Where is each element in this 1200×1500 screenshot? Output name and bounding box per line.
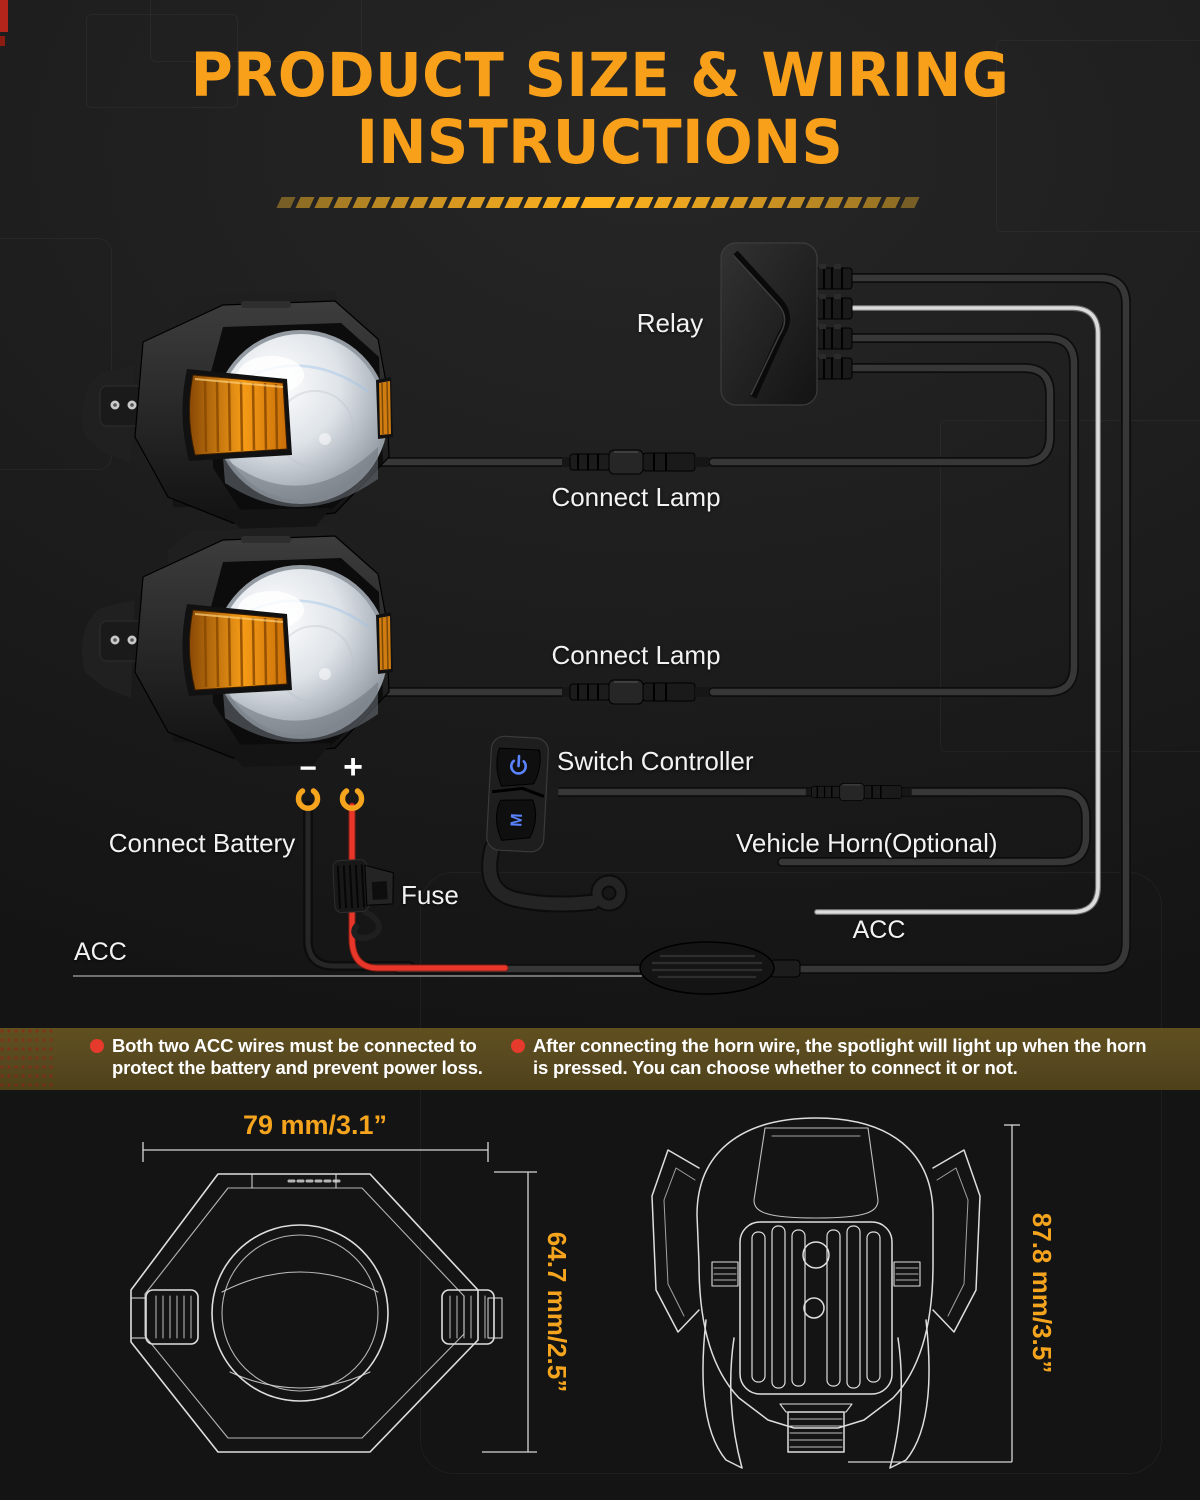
battery-positive-sign: + — [343, 748, 363, 786]
relay — [721, 243, 852, 405]
divider-dash — [881, 197, 900, 208]
fuse-label: Fuse — [401, 880, 459, 910]
divider-dash — [900, 197, 919, 208]
divider-dash — [542, 197, 561, 208]
page-title-line2: INSTRUCTIONS — [356, 107, 844, 178]
divider-dash — [843, 197, 862, 208]
spotlight-lamp-1 — [82, 291, 393, 532]
divider-dash — [409, 197, 428, 208]
divider-dash — [691, 197, 710, 208]
divider-dash — [767, 197, 786, 208]
divider-dash — [276, 197, 295, 208]
fuse-holder — [333, 858, 397, 940]
divider-dash — [710, 197, 729, 208]
switch-controller-label: Switch Controller — [557, 746, 754, 776]
bracket-ring — [596, 880, 621, 905]
lamp1-connector — [562, 450, 709, 474]
front-height-dimension: 64.7 mm/2.5” — [542, 1231, 572, 1393]
rear-height-dimension: 87.8 mm/3.5” — [1027, 1212, 1057, 1374]
divider-dash — [748, 197, 767, 208]
note-bullet-2 — [511, 1039, 525, 1053]
battery-negative-sign: − — [299, 752, 317, 785]
divider-dash — [729, 197, 748, 208]
divider-dash — [314, 197, 333, 208]
rear-view-drawing — [652, 1118, 980, 1468]
switch-wire-connector — [806, 783, 912, 800]
divider-dash — [862, 197, 881, 208]
relay-pins — [815, 264, 852, 379]
relay-label: Relay — [636, 308, 704, 338]
divider-dash — [672, 197, 691, 208]
acc-left-label: ACC — [74, 938, 127, 966]
divider-dash — [824, 197, 843, 208]
connect-lamp-label-bottom: Connect Lamp — [551, 640, 721, 670]
battery-terminals — [298, 791, 361, 808]
connect-battery-label: Connect Battery — [108, 828, 296, 858]
divider-dash — [653, 197, 672, 208]
inline-module — [640, 942, 800, 994]
acc-right-label: ACC — [852, 916, 906, 944]
divider-dash — [466, 197, 485, 208]
note-bullet-1 — [90, 1039, 104, 1053]
note-text-1: Both two ACC wires must be connected to protect the battery and prevent power loss. — [112, 1035, 483, 1078]
divider-stripes — [0, 197, 1200, 209]
divider-dash — [371, 197, 390, 208]
divider-dash — [580, 197, 615, 208]
front-view-drawing — [131, 1174, 502, 1452]
divider-dash — [805, 197, 824, 208]
divider-dash — [615, 197, 634, 208]
vehicle-horn-label: Vehicle Horn(Optional) — [736, 828, 998, 858]
note-text-2: After connecting the horn wire, the spotlight will light up when the horn is pressed. You can choose whether to connect it or not. — [533, 1035, 1147, 1078]
divider-dash — [333, 197, 352, 208]
divider-dash — [390, 197, 409, 208]
page-title — [36, 42, 1164, 176]
divider-dash — [786, 197, 805, 208]
front-width-dimension: 79 mm/3.1” — [242, 1110, 388, 1140]
divider-dash — [504, 197, 523, 208]
divider-dash — [295, 197, 314, 208]
mode-button-label: M — [508, 812, 527, 828]
divider-dash — [561, 197, 580, 208]
spotlight-lamp-2 — [82, 526, 393, 767]
lamp2-connector — [562, 680, 709, 704]
positive-ring-terminal — [343, 791, 362, 808]
rear-view-dimension-lines — [848, 1125, 1020, 1462]
divider-dash — [352, 197, 371, 208]
wire-acc-white — [817, 308, 1098, 912]
divider-dash — [447, 197, 466, 208]
divider-dash — [634, 197, 653, 208]
banner-speckle-texture — [0, 1028, 54, 1090]
divider-dash — [523, 197, 542, 208]
page-title-line1: PRODUCT SIZE & WIRING — [190, 40, 1010, 111]
negative-ring-terminal — [298, 791, 317, 808]
divider-dash — [428, 197, 447, 208]
divider-dash — [485, 197, 504, 208]
connect-lamp-label-top: Connect Lamp — [551, 482, 721, 512]
